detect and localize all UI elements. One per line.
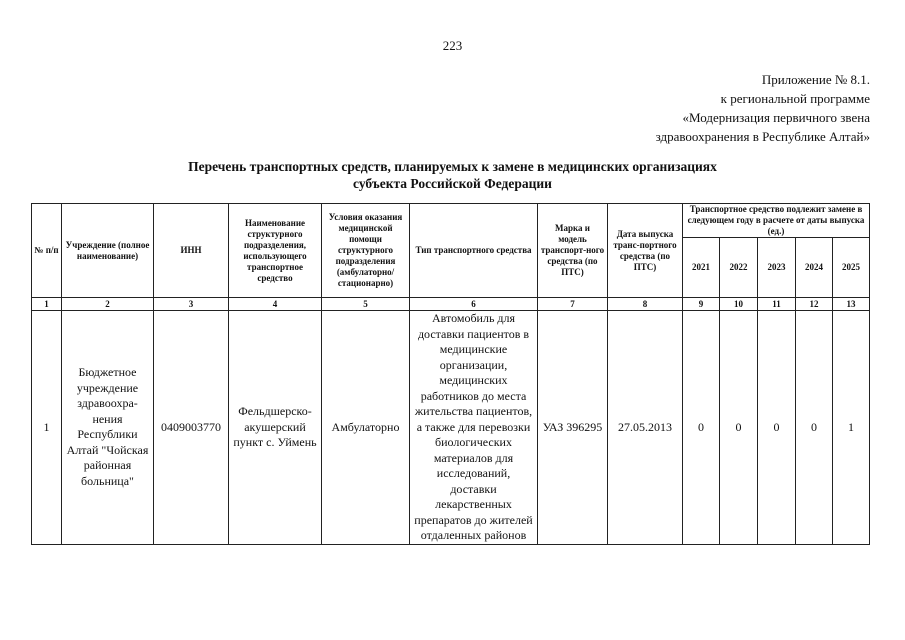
cell-unit-name: Фельдшерско-акушерский пункт с. Уймень bbox=[229, 311, 322, 545]
cell-institution: Бюджетное учреждение здравоохра-нения Республики Алтай "Чойская районная больница" bbox=[62, 311, 154, 545]
header-year: 2023 bbox=[758, 238, 796, 298]
appendix-line: к региональной программе bbox=[720, 91, 870, 106]
cell-year-2022: 0 bbox=[720, 311, 758, 545]
header-num: № п/п bbox=[32, 204, 62, 298]
column-number: 7 bbox=[538, 298, 608, 311]
header-year: 2024 bbox=[796, 238, 833, 298]
header-replacement-group: Транспортное средство подлежит замене в следующем году в расчете от даты выпуска (ед.) bbox=[683, 204, 870, 238]
page-number: 223 bbox=[442, 38, 463, 53]
appendix-line: здравоохранения в Республике Алтай» bbox=[655, 129, 870, 144]
column-number-row bbox=[32, 298, 870, 311]
cell-year-2024: 0 bbox=[796, 311, 833, 545]
cell-year-2023: 0 bbox=[758, 311, 796, 545]
header-year: 2022 bbox=[720, 238, 758, 298]
header-institution: Учреждение (полное наименование) bbox=[62, 204, 154, 298]
appendix-line: «Модернизация первичного звена bbox=[682, 110, 870, 125]
column-number: 9 bbox=[683, 298, 720, 311]
cell-brand-model: УАЗ 396295 bbox=[538, 311, 608, 545]
column-number: 8 bbox=[608, 298, 683, 311]
cell-conditions: Амбулаторно bbox=[322, 311, 410, 545]
column-number: 3 bbox=[154, 298, 229, 311]
column-number: 10 bbox=[720, 298, 758, 311]
column-number: 11 bbox=[758, 298, 796, 311]
column-number: 2 bbox=[62, 298, 154, 311]
column-number: 6 bbox=[410, 298, 538, 311]
column-number: 4 bbox=[229, 298, 322, 311]
cell-year-2025: 1 bbox=[833, 311, 870, 545]
header-row bbox=[32, 204, 870, 238]
cell-year-2021: 0 bbox=[683, 311, 720, 545]
cell-issue-date: 27.05.2013 bbox=[608, 311, 683, 545]
transport-table bbox=[31, 203, 870, 545]
appendix-reference bbox=[656, 70, 870, 146]
header-year: 2021 bbox=[683, 238, 720, 298]
header-issue-date: Дата выпуска транс-портного средства (по ПТС) bbox=[608, 204, 683, 298]
table-row bbox=[32, 311, 870, 545]
column-number: 5 bbox=[322, 298, 410, 311]
header-inn: ИНН bbox=[154, 204, 229, 298]
cell-num: 1 bbox=[32, 311, 62, 545]
appendix-line: Приложение № 8.1. bbox=[761, 72, 870, 87]
header-unit-name: Наименование структурного подразделения, использующего транспортное средство bbox=[229, 204, 322, 298]
document-title-line: Перечень транспортных средств, планируемых к замене в медицинских организациях bbox=[188, 159, 717, 174]
document-title bbox=[0, 158, 905, 192]
column-number: 1 bbox=[32, 298, 62, 311]
cell-inn: 0409003770 bbox=[154, 311, 229, 545]
cell-vehicle-type: Автомобиль для доставки пациентов в медицинские организации, медицинских работников до места жительства пациентов, а также для перевозки биологических материалов для исследований, доставки лекарственных препаратов до жителей отдаленных районов bbox=[410, 311, 538, 545]
document-title-line: субъекта Российской Федерации bbox=[353, 176, 552, 191]
column-number: 12 bbox=[796, 298, 833, 311]
header-vehicle-type: Тип транспортного средства bbox=[410, 204, 538, 298]
column-number: 13 bbox=[833, 298, 870, 311]
header-brand-model: Марка и модель транспорт-ного средства (по ПТС) bbox=[538, 204, 608, 298]
header-conditions: Условия оказания медицинской помощи структурного подразделения (амбулаторно/ стационарно) bbox=[322, 204, 410, 298]
header-year: 2025 bbox=[833, 238, 870, 298]
